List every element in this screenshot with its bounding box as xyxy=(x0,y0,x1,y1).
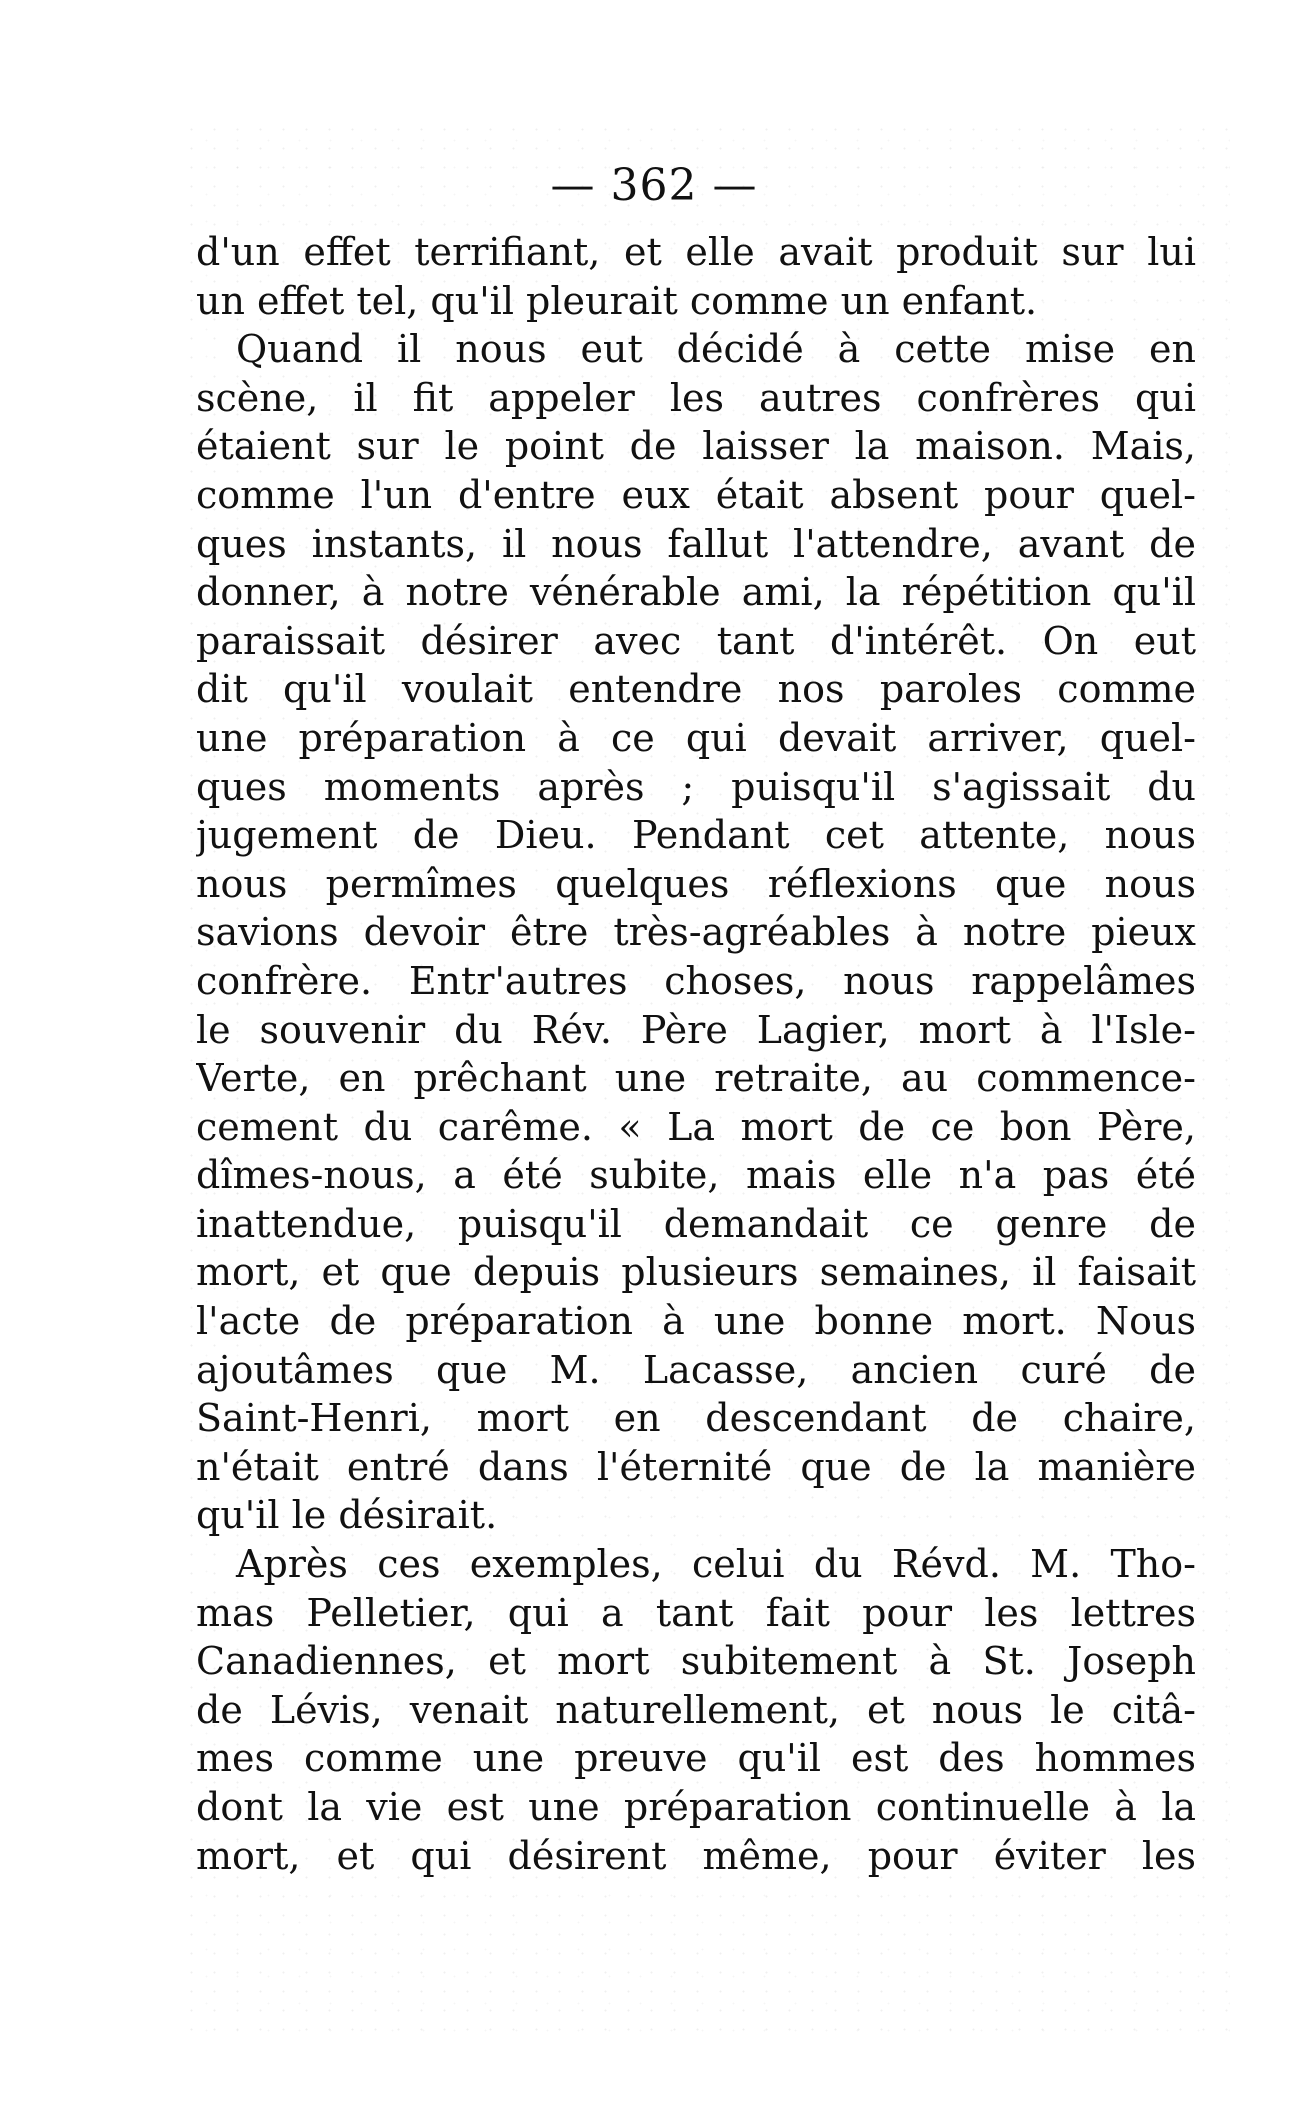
text-line: inattendue, puisqu'il demandait ce genre de xyxy=(196,1201,1196,1246)
text-line: comme l'un d'entre eux était absent pour quel- xyxy=(196,472,1196,517)
text-line: Canadiennes, et mort subitement à St. Joseph xyxy=(196,1639,1196,1684)
text-line: dîmes-nous, a été subite, mais elle n'a pas été xyxy=(196,1153,1196,1198)
text-line: mes comme une preuve qu'il est des hommes xyxy=(196,1736,1196,1781)
text-line: donner, à notre vénérable ami, la répétition qu'il xyxy=(196,570,1196,615)
body-text xyxy=(196,228,1196,1880)
text-line: Verte, en prêchant une retraite, au commence- xyxy=(196,1056,1196,1101)
text-line: ques moments après ; puisqu'il s'agissait du xyxy=(196,764,1196,809)
text-line: confrère. Entr'autres choses, nous rappelâmes xyxy=(196,958,1196,1003)
text-line: cement du carême. « La mort de ce bon Père, xyxy=(196,1104,1196,1149)
text-line: un effet tel, qu'il pleurait comme un enfant. xyxy=(196,278,1038,323)
text-line: savions devoir être très-agréables à notre pieux xyxy=(196,910,1196,955)
text-line: n'était entré dans l'éternité que de la manière xyxy=(196,1444,1196,1489)
text-line: Saint-Henri, mort en descendant de chaire, xyxy=(196,1396,1196,1441)
text-line: dont la vie est une préparation continuelle à la xyxy=(196,1785,1196,1829)
text-line: jugement de Dieu. Pendant cet attente, nous xyxy=(196,813,1196,858)
text-line: ques instants, il nous fallut l'attendre, avant de xyxy=(196,521,1196,566)
text-line: de Lévis, venait naturellement, et nous le citâ- xyxy=(196,1687,1196,1732)
text-line: dit qu'il voulait entendre nos paroles comme xyxy=(196,667,1196,712)
text-line: le souvenir du Rév. Père Lagier, mort à l'Isle- xyxy=(196,1007,1196,1052)
text-line: nous permîmes quelques réflexions que nous xyxy=(196,861,1196,906)
text-line: d'un effet terrifiant, et elle avait produit sur lui xyxy=(196,230,1196,274)
text-line: étaient sur le point de laisser la maison. Mais, xyxy=(196,424,1196,469)
text-line: mas Pelletier, qui a tant fait pour les lettres xyxy=(196,1590,1196,1635)
text-line: scène, il fit appeler les autres confrères qui xyxy=(196,375,1196,420)
text-line: Après ces exemples, celui du Révd. M. Tho- xyxy=(236,1542,1196,1587)
text-line: l'acte de préparation à une bonne mort. Nous xyxy=(196,1299,1196,1344)
text-line: ajoutâmes que M. Lacasse, ancien curé de xyxy=(196,1347,1196,1392)
text-line: paraissait désirer avec tant d'intérêt. On eut xyxy=(196,618,1196,663)
text-line: qu'il le désirait. xyxy=(196,1493,498,1538)
text-line: une préparation à ce qui devait arriver, quel- xyxy=(196,715,1196,760)
text-line: mort, et que depuis plusieurs semaines, il faisait xyxy=(196,1250,1196,1295)
text-line: Quand il nous eut décidé à cette mise en xyxy=(236,327,1196,372)
page-number: — 362 — xyxy=(550,160,758,211)
text-line: mort, et qui désirent même, pour éviter les xyxy=(196,1833,1196,1878)
